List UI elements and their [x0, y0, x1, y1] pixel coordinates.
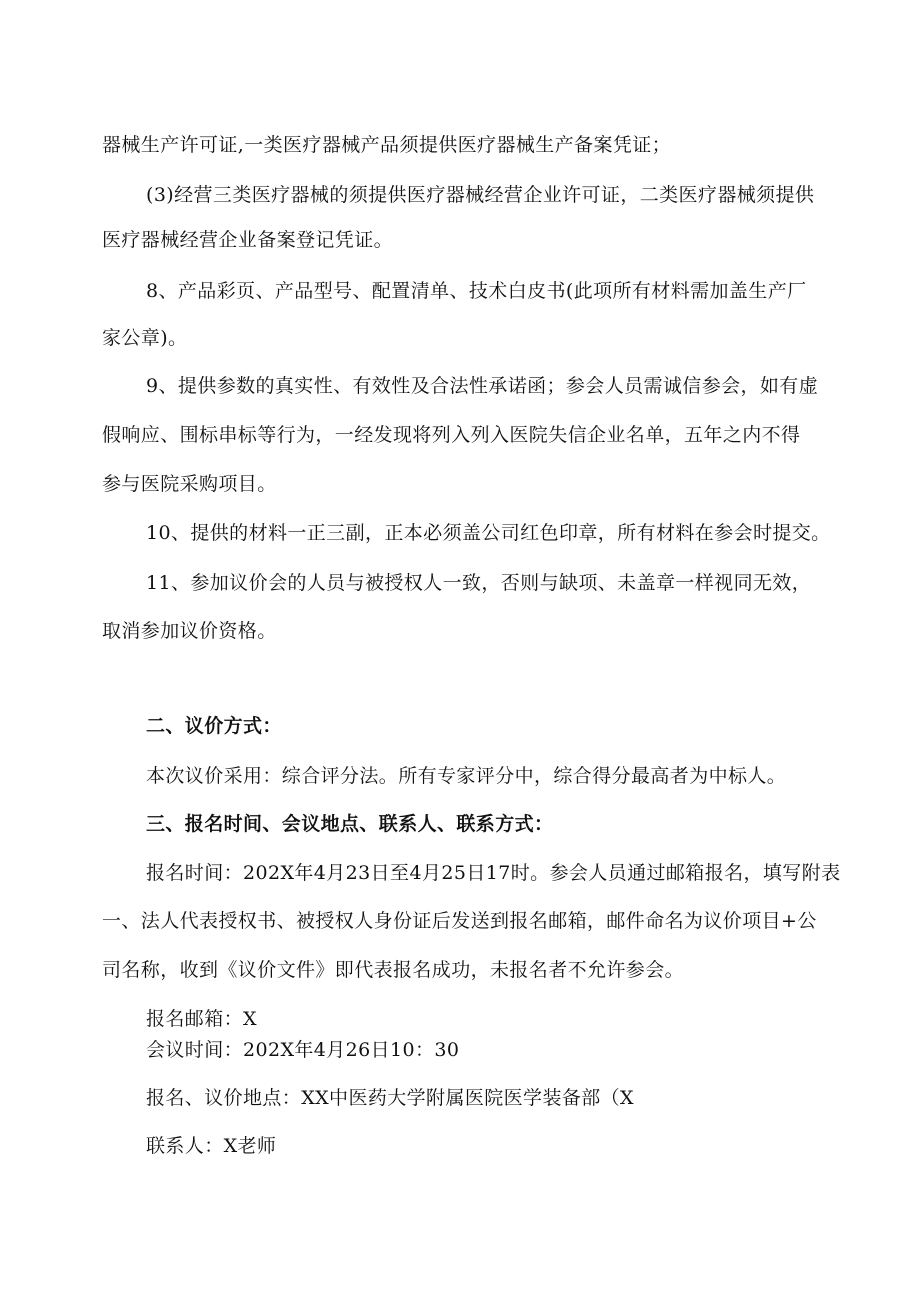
item9-line-1: 9、提供参数的真实性、有效性及合法性承诺函；参会人员需诚信参会，如有虚 [146, 375, 819, 397]
item11-line-2: 取消参加议价资格。 [102, 620, 277, 642]
item10-line: 10、提供的材料一正三副，正本必须盖公司红色印章，所有材料在参会时提交。 [146, 522, 831, 544]
section2-heading: 二、议价方式： [146, 715, 282, 737]
registration-line-3: 司名称，收到《议价文件》即代表报名成功，未报名者不允许参会。 [102, 959, 685, 981]
item8-line-2: 家公章)。 [102, 327, 188, 349]
section3-heading: 三、报名时间、会议地点、联系人、联系方式： [146, 813, 554, 835]
email-line: 报名邮箱：X [146, 1008, 257, 1030]
item7-3-line-1: (3)经营三类医疗器械的须提供医疗器械经营企业许可证，二类医疗器械须提供 [146, 184, 815, 206]
item7-tail-line: 器械生产许可证,一类医疗器械产品须提供医疗器械生产备案凭证； [102, 134, 672, 156]
contact-line: 联系人：X老师 [146, 1135, 277, 1157]
section2-text: 本次议价采用：综合评分法。所有专家评分中，综合得分最高者为中标人。 [146, 765, 787, 787]
location-line: 报名、议价地点：XX中医药大学附属医院医学装备部（X [146, 1087, 634, 1109]
meeting-time-line: 会议时间：202X年4月26日10：30 [146, 1039, 460, 1061]
registration-line-1: 报名时间：202X年4月23日至4月25日17时。参会人员通过邮箱报名，填写附表 [146, 862, 841, 884]
item9-line-2: 假响应、围标串标等行为，一经发现将列入列入医院失信企业名单，五年之内不得 [102, 424, 801, 446]
registration-line-2: 一、法人代表授权书、被授权人身份证后发送到报名邮箱，邮件命名为议价项目+公 [102, 910, 817, 932]
item9-line-3: 参与医院采购项目。 [102, 473, 277, 495]
item7-3-line-2: 医疗器械经营企业备案登记凭证。 [102, 229, 394, 251]
item8-line-1: 8、产品彩页、产品型号、配置清单、技术白皮书(此项所有材料需加盖生产厂 [146, 280, 807, 302]
item11-line-1: 11、参加议价会的人员与被授权人一致，否则与缺项、未盖章一样视同无效， [146, 572, 812, 594]
